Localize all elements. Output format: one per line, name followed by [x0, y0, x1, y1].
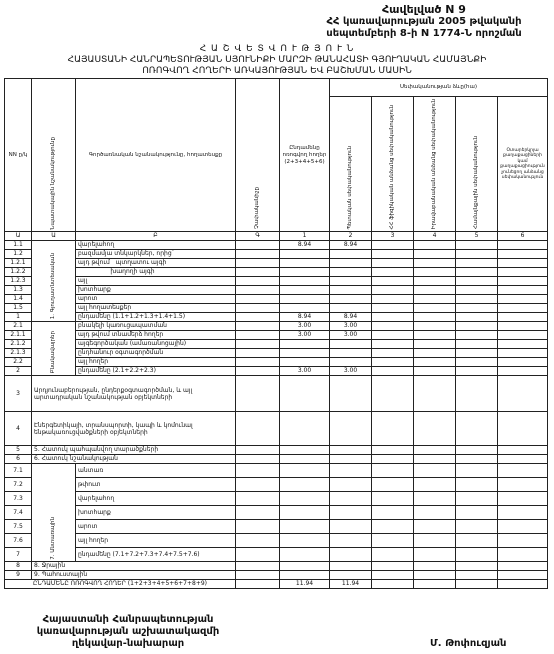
row-number: 8 [5, 562, 32, 571]
row-state: 3.00 [330, 367, 372, 376]
row-number: 4 [5, 412, 32, 446]
row-state [330, 534, 372, 548]
row-number: 1.2.2 [5, 268, 32, 277]
table-row [5, 520, 548, 534]
table-row [5, 506, 548, 520]
table-row [5, 277, 548, 286]
grand-total-state: 11.94 [330, 580, 372, 589]
annex-line-3: սեպտեմբերի 8-ի N 1774-Ն որոշման [326, 28, 522, 39]
row-label: այգեգործական (ամառանոցային) [76, 340, 236, 349]
row-state [330, 446, 372, 455]
row-state [330, 520, 372, 534]
table-row [5, 548, 548, 562]
row-total [280, 506, 330, 520]
row-label: Արդյունաբերության, ընդերքօգտագործման, և այլ արտադրական նշանակության օբյեկտների [32, 376, 236, 412]
row-total [280, 446, 330, 455]
row-total [280, 455, 330, 464]
row-number: 1 [5, 313, 32, 322]
row-label: վարելահող [76, 492, 236, 506]
row-total: 3.00 [280, 367, 330, 376]
row-label: անտառ [76, 464, 236, 478]
table-row [5, 340, 548, 349]
row-total [280, 478, 330, 492]
row-state: 3.00 [330, 322, 372, 331]
table-row [5, 367, 548, 376]
row-state [330, 340, 372, 349]
table-row [5, 358, 548, 367]
col-index: 5 [456, 232, 498, 241]
row-number: 1.4 [5, 295, 32, 304]
land-report-table [4, 78, 548, 589]
row-state [330, 304, 372, 313]
row-total [280, 520, 330, 534]
row-total [280, 534, 330, 548]
table-row [5, 534, 548, 548]
row-state: 8.94 [330, 241, 372, 250]
row-label: արոտ [76, 520, 236, 534]
row-state [330, 259, 372, 268]
grand-total-label: ԸՆԴԱՄԵՆԸ ՈՌՈԳՎՈՂ ՀՈՂԵՐ (1+2+3+4+5+6+7+8+9) [5, 580, 236, 589]
grand-total-row [5, 580, 548, 589]
row-label: այլ [76, 277, 236, 286]
header-ownership-group: Սեփականության ձևը(հա) [330, 79, 548, 97]
row-label: 6. Հատուկ նշանակության [32, 455, 236, 464]
row-total [280, 492, 330, 506]
row-total [280, 376, 330, 412]
row-number: 1.5 [5, 304, 32, 313]
report-subtitle-2: ՈՌՈԳՎՈՂ ՀՈՂԵՐԻ ԱՌԿԱՅՈՒԹՅԱՆ ԵՎ ԲԱՇԽՄԱՆ ՄԱՍԻՆ [142, 66, 412, 76]
header-land-type: Գործառնական նշանակությունը, հողատեսքը [76, 79, 236, 232]
header-unit: Չափականիշը [236, 79, 280, 232]
row-label: խոտհարք [76, 506, 236, 520]
row-state [330, 464, 372, 478]
table-row [5, 241, 548, 250]
row-state [330, 455, 372, 464]
col-index: Ա [5, 232, 32, 241]
row-label: ընդհանուր օգտագործման [76, 349, 236, 358]
row-label: բնակելի կառուցապատման [76, 322, 236, 331]
col-index: 1 [280, 232, 330, 241]
row-total [280, 295, 330, 304]
row-number: 7 [5, 548, 32, 562]
row-label: այլ հողեր [76, 534, 236, 548]
document-header [304, 4, 544, 40]
row-number: 2.1.3 [5, 349, 32, 358]
row-total [280, 562, 330, 571]
row-total [280, 349, 330, 358]
row-state [330, 286, 372, 295]
header-total: Ընդամենը ոռոգվող հողեր (2+3+4+5+6) [280, 79, 330, 232]
row-state [330, 277, 372, 286]
row-label: ընդամենը (7.1+7.2+7.3+7.4+7.5+7.6) [76, 548, 236, 562]
row-label: խաղողի այգի [76, 268, 236, 277]
row-number: 2.1.1 [5, 331, 32, 340]
col-index: Ա [32, 232, 76, 241]
col-index: 6 [498, 232, 548, 241]
row-total: 3.00 [280, 322, 330, 331]
row-state [330, 548, 372, 562]
table-row [5, 464, 548, 478]
header-col-5: Համայնքային սեփականություն [456, 97, 498, 232]
group-forest: 7. Անտառային [32, 464, 76, 562]
header-col-2: Պետական սեփականություն [330, 97, 372, 232]
header-col-3: ՀՀ ֆիզիկական անձանց սեփականություն [372, 97, 414, 232]
table-row [5, 571, 548, 580]
row-label: 9. Պահուստային [32, 571, 236, 580]
row-label: Էներգետիկայի, տրանսպորտի, կապի և կոմունալ ենթակառուցվածքների օբյեկտների [32, 412, 236, 446]
row-total [280, 250, 330, 259]
row-number: 7.1 [5, 464, 32, 478]
row-number: 2.1 [5, 322, 32, 331]
row-label: 5. Հատուկ պահպանվող տարածքների [32, 446, 236, 455]
row-number: 7.5 [5, 520, 32, 534]
row-total [280, 277, 330, 286]
row-number: 1.1 [5, 241, 32, 250]
row-label: արոտ [76, 295, 236, 304]
row-total: 8.94 [280, 241, 330, 250]
header-nn: NN ը/կ [5, 79, 32, 232]
table-row [5, 313, 548, 322]
row-number: 6 [5, 455, 32, 464]
table-row [5, 286, 548, 295]
table-row [5, 446, 548, 455]
row-total [280, 286, 330, 295]
row-number: 1.3 [5, 286, 32, 295]
row-number: 3 [5, 376, 32, 412]
signatory-line-1: Հայաստանի Հանրապետության [42, 614, 214, 625]
row-label: այդ թվում պտղատու այգի [76, 259, 236, 268]
row-number: 7.2 [5, 478, 32, 492]
row-label: ընդամենը (1.1+1.2+1.3+1.4+1.5) [76, 313, 236, 322]
row-label: այլ հողեր [76, 358, 236, 367]
row-total [280, 412, 330, 446]
row-total [280, 358, 330, 367]
header-category: Նպատակային նշանակությունը [32, 79, 76, 232]
row-label: վարելահող [76, 241, 236, 250]
row-total [280, 340, 330, 349]
row-number: 7.3 [5, 492, 32, 506]
row-state: 8.94 [330, 313, 372, 322]
row-label: այդ թվում տնամերձ հողեր [76, 331, 236, 340]
row-label: խոտհարք [76, 286, 236, 295]
row-total [280, 548, 330, 562]
row-number: 9 [5, 571, 32, 580]
row-number: 2 [5, 367, 32, 376]
row-state [330, 506, 372, 520]
signatory-line-2: կառավարության աշխատակազմի [36, 626, 220, 637]
row-number: 1.2.3 [5, 277, 32, 286]
row-state [330, 376, 372, 412]
row-number: 7.4 [5, 506, 32, 520]
grand-total-value: 11.94 [280, 580, 330, 589]
table-row [5, 349, 548, 358]
row-state [330, 358, 372, 367]
row-state [330, 412, 372, 446]
signatory-line-3: ղեկավար-նախարար [71, 638, 185, 649]
group-settlements: Բնակավայրեր [32, 322, 76, 376]
row-number: 1.2.1 [5, 259, 32, 268]
row-number: 2.1.2 [5, 340, 32, 349]
row-state: 3.00 [330, 331, 372, 340]
row-total [280, 268, 330, 277]
table-row [5, 376, 548, 412]
table-row [5, 304, 548, 313]
row-total [280, 571, 330, 580]
table-row [5, 455, 548, 464]
row-total: 8.94 [280, 313, 330, 322]
report-subtitle-1: ՀԱՅԱՍՏԱՆԻ ՀԱՆՐԱՊԵՏՈՒԹՅԱՆ ՍՅՈՒՆԻՔԻ ՄԱՐԶԻ ԹԱՆԱՀԱՏԻ ԳՅՈՒՂԱԿԱՆ ՀԱՄԱՅՆՔԻ [67, 55, 487, 65]
row-label: բազմամյա տնկարկներ, որից` [76, 250, 236, 259]
row-state [330, 349, 372, 358]
row-label: թփուտ [76, 478, 236, 492]
col-index: Բ [76, 232, 236, 241]
group-agricultural: 1. Գյուղատնտեսական [32, 241, 76, 322]
header-col-6: Օտարերկրյա քաղաքացիների կամ քաղաքացիություն չունեցող անձանց սեփականություն [498, 97, 548, 232]
row-state [330, 250, 372, 259]
table-row [5, 268, 548, 277]
row-number: 2.2 [5, 358, 32, 367]
row-total [280, 304, 330, 313]
table-row [5, 259, 548, 268]
table-row [5, 331, 548, 340]
row-number: 5 [5, 446, 32, 455]
table-row [5, 250, 548, 259]
col-index: 2 [330, 232, 372, 241]
row-state [330, 478, 372, 492]
report-title: Հ Ա Շ Վ Ե Տ Վ Ո Ւ Թ Յ Ո Ւ Ն [199, 44, 355, 54]
signatory-title [28, 614, 228, 650]
row-label: 8. Ջրային [32, 562, 236, 571]
row-state [330, 571, 372, 580]
row-state [330, 268, 372, 277]
table-row [5, 322, 548, 331]
annex-line-2: ՀՀ կառավարության 2005 թվականի [326, 16, 522, 27]
signatory-name: Մ. Թոփուզյան [430, 638, 507, 649]
row-number: 1.2 [5, 250, 32, 259]
col-index: 4 [414, 232, 456, 241]
row-state [330, 295, 372, 304]
annex-number: Հավելված N 9 [382, 3, 466, 16]
table-row [5, 478, 548, 492]
table-row [5, 295, 548, 304]
header-col-4: Իրավաբանական անձանց սեփականություն [414, 97, 456, 232]
row-total [280, 259, 330, 268]
row-label: ընդամենը (2.1+2.2+2.3) [76, 367, 236, 376]
row-total [280, 464, 330, 478]
row-state [330, 492, 372, 506]
col-index: 3 [372, 232, 414, 241]
table-row [5, 562, 548, 571]
row-total: 3.00 [280, 331, 330, 340]
column-index-row [5, 232, 548, 241]
table-row [5, 492, 548, 506]
col-index: Գ [236, 232, 280, 241]
row-state [330, 562, 372, 571]
row-label: այլ հողատեսքեր [76, 304, 236, 313]
row-number: 7.6 [5, 534, 32, 548]
table-row [5, 412, 548, 446]
